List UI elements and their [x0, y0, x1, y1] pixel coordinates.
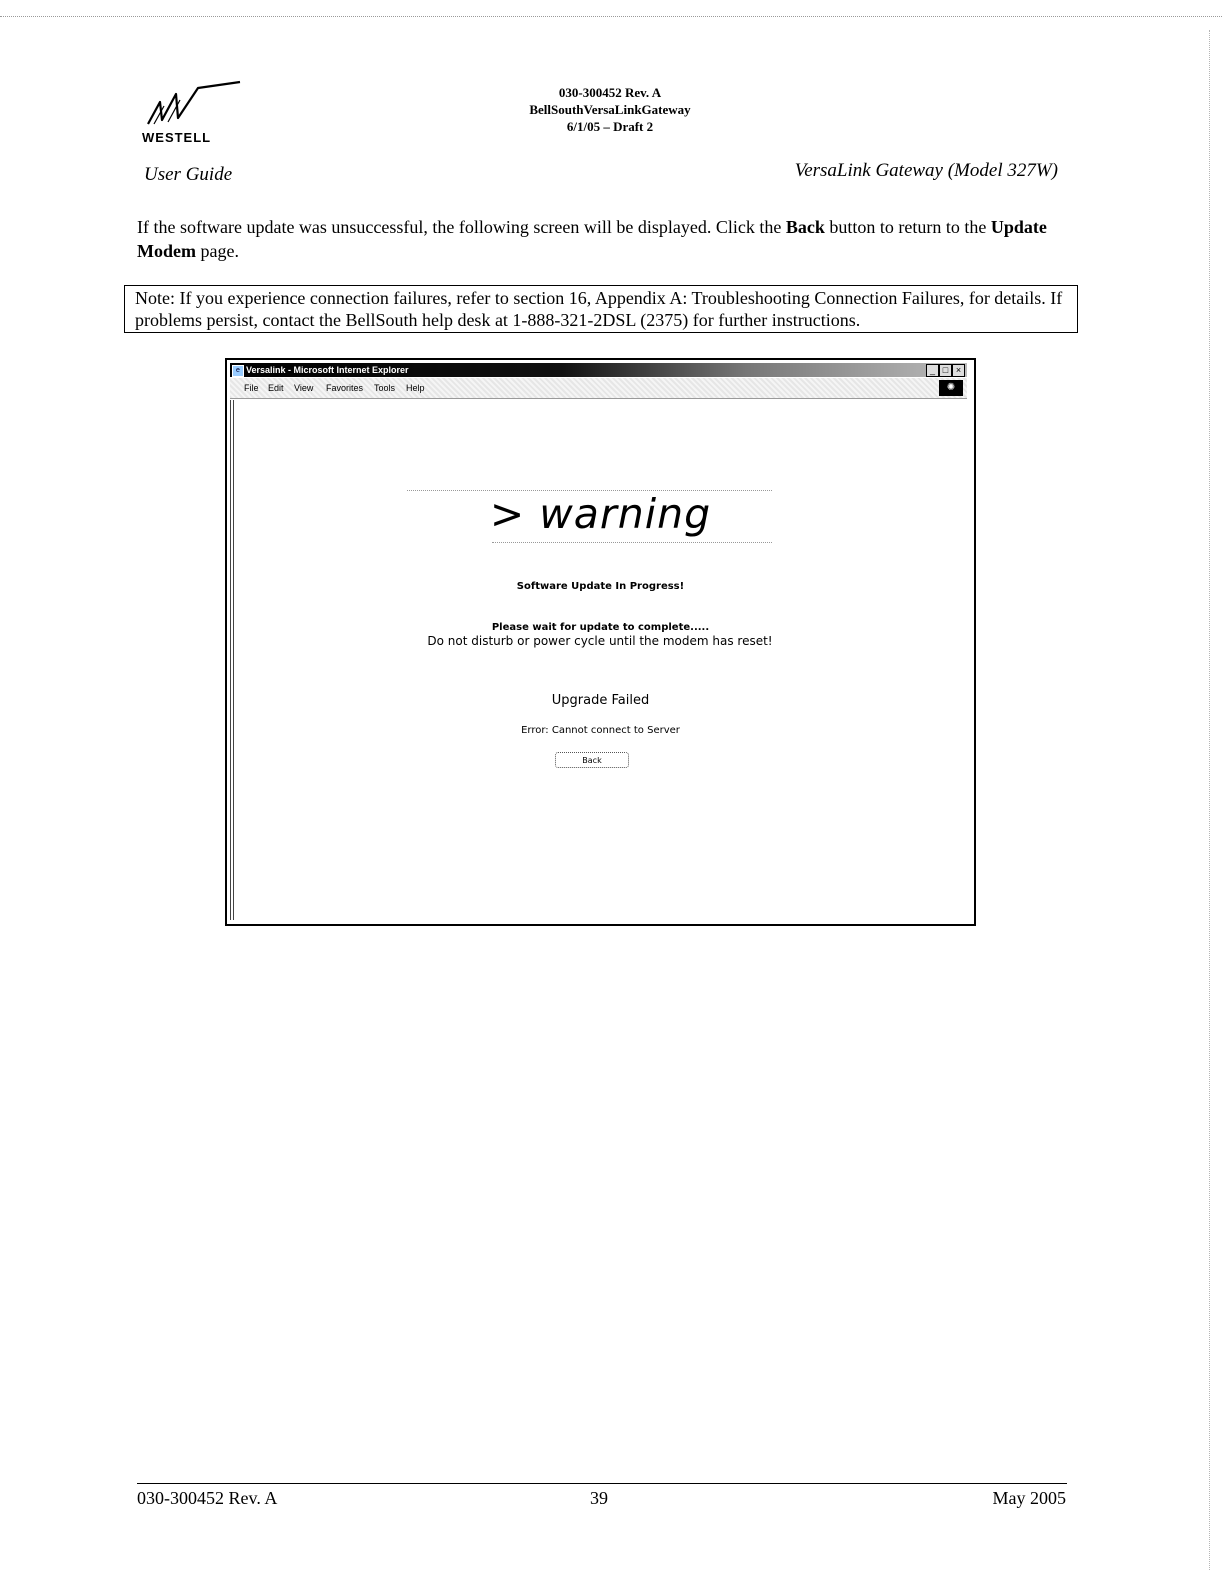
window-titlebar: [230, 363, 967, 377]
model-title: VersaLink Gateway (Model 327W): [794, 160, 1058, 181]
divider-bottom: [492, 542, 772, 543]
menu-favorites[interactable]: Favorites: [326, 383, 364, 393]
back-button[interactable]: Back: [555, 752, 629, 768]
user-guide-title: User Guide: [144, 164, 233, 185]
menu-edit[interactable]: Edit: [268, 383, 284, 393]
close-icon[interactable]: ×: [952, 364, 965, 377]
footer-date: May 2005: [992, 1488, 1066, 1508]
intro-bold-back: Back: [785, 217, 825, 237]
footer-rule: [137, 1483, 1067, 1484]
ie-throbber-icon: ✺: [939, 380, 963, 396]
warning-heading: > warning: [489, 490, 712, 538]
menu-help[interactable]: Help: [406, 383, 425, 393]
browser-screenshot: [225, 358, 976, 926]
intro-text-1: If the software update was unsuccessful, the following screen will be displayed. Click the: [137, 217, 786, 237]
intro-text-3: page.: [195, 241, 239, 261]
westell-swoosh-icon: [140, 80, 250, 130]
right-border: [1209, 30, 1210, 1570]
footer-doc-number: 030-300452 Rev. A: [137, 1488, 278, 1508]
doc-date: 6/1/05 – Draft 2: [566, 119, 654, 134]
note-box: Note: If you experience connection failures, refer to section 16, Appendix A: Troubleshooting Connection Failures, for details. If problems persist, contact the BellSouth help desk at 1-888-321-2DSL (2375) for further instructions.: [124, 285, 1078, 333]
intro-paragraph: [137, 215, 1067, 263]
do-not-disturb-text: Do not disturb or power cycle until the modem has reset!: [427, 634, 773, 648]
top-border: [0, 16, 1222, 17]
please-wait-text: Please wait for update to complete.....: [491, 622, 710, 633]
page-content: [227, 400, 974, 920]
logo-text: WESTELL: [142, 130, 212, 145]
menu-file[interactable]: File: [244, 383, 259, 393]
doc-number: 030-300452 Rev. A: [558, 85, 662, 100]
maximize-icon[interactable]: □: [939, 364, 952, 377]
page-number: 39: [590, 1488, 608, 1508]
minimize-icon[interactable]: _: [926, 364, 939, 377]
intro-text-2: button to return to the: [824, 217, 991, 237]
menu-bar: [230, 378, 967, 399]
menu-view[interactable]: View: [294, 383, 314, 393]
ie-window-icon: e: [232, 365, 244, 377]
in-progress-text: Software Update In Progress!: [516, 581, 685, 592]
doc-name: BellSouthVersaLinkGateway: [529, 102, 691, 117]
window-title: Versalink - Microsoft Internet Explorer: [246, 365, 409, 375]
menu-tools[interactable]: Tools: [374, 383, 396, 393]
document-header: [440, 84, 780, 135]
intro-bold-update-modem: Update Modem: [137, 217, 1047, 261]
error-text: Error: Cannot connect to Server: [521, 725, 680, 736]
upgrade-status-text: Upgrade Failed: [551, 693, 650, 708]
westell-logo: [140, 80, 250, 150]
